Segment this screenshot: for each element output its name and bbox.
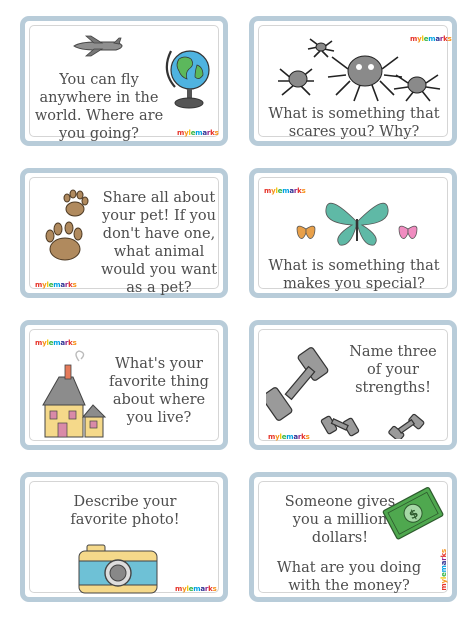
card-fly-anywhere: [20, 16, 228, 146]
spider-icon: [274, 35, 444, 105]
card-question: What is something that makes you special?: [268, 258, 440, 292]
mylemarks-logo: mylemarks: [35, 281, 77, 289]
card-where-you-live: [20, 320, 228, 450]
card-scares-you: [249, 16, 457, 146]
mylemarks-logo: mylemarks: [410, 35, 452, 43]
paw-print-icon: [41, 187, 103, 265]
card-question: Share all about your pet! If you don't have one, what animal would you want as a pet?: [100, 190, 218, 296]
camera-icon: [77, 543, 161, 595]
card-favorite-photo: [20, 472, 228, 602]
card-pet: [20, 168, 228, 298]
mylemarks-logo: mylemarks: [264, 187, 306, 195]
card-question-followup: What are you doing with the money?: [276, 560, 422, 594]
card-question: What is something that scares you? Why?: [268, 106, 440, 140]
svg-text:$: $: [406, 505, 421, 523]
mylemarks-logo: mylemarks: [177, 129, 219, 137]
card-question: You can fly anywhere in the world. Where are you going?: [34, 72, 164, 142]
card-question: What's your favorite thing about where you live?: [109, 356, 209, 426]
card-question: Name three of your strengths!: [349, 344, 437, 396]
card-special: [249, 168, 457, 298]
mylemarks-logo: mylemarks: [175, 585, 217, 593]
butterfly-icon: [292, 193, 422, 249]
card-million-dollars: [249, 472, 457, 602]
card-question: Someone gives you a million dollars!: [284, 494, 396, 546]
mylemarks-logo-vertical: mylemarks: [440, 549, 448, 591]
airplane-icon: [70, 35, 124, 57]
mylemarks-logo: mylemarks: [268, 433, 310, 441]
globe-icon: [165, 43, 213, 113]
card-question: Describe your favorite photo!: [70, 494, 180, 528]
mylemarks-logo: mylemarks: [35, 339, 77, 347]
card-strengths: [249, 320, 457, 450]
